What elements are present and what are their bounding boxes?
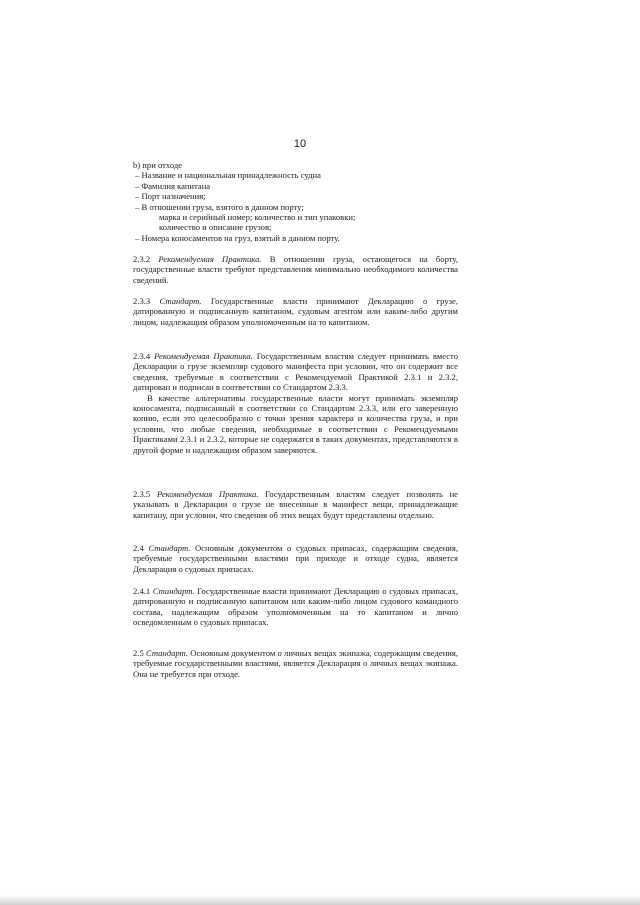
paragraph-2-3-4 (133, 351, 458, 455)
scan-edge (0, 895, 640, 905)
paragraph-number: 2.3.2 (133, 254, 151, 264)
paragraph-kind: Рекомендуемая Практика. (158, 254, 262, 264)
paragraph-text: Государственные власти принимают Декларацию о судовых припасах, датированную и подписанную капитаном или каким-либо лицом судового командного состава, надлежащим образом уполномоченным на то капитаном и лично осведомленным о судовых припасах. (133, 586, 458, 628)
paragraph-text: Государственным властям следует позволять не указывать в Декларации о грузе не внесенные в манифест вещи, принадлежащие капитану, при условии, что сведения об этих вещах будут представлены отдельно. (133, 489, 458, 520)
paragraph-2-4 (133, 543, 458, 574)
paragraph-2-3-3 (133, 296, 458, 327)
paragraph-text: Государственным властям следует принимать вместо Декларации о грузе экземпляр судового манифеста при условии, что он содержит все сведения, требуемые в соответствии с Рекомендуемой Практикой 2.3.1 и 2.3.2, датирован и подписан в соответствии со Стандартом 2.3.3. (133, 351, 458, 393)
page-number: 10 (293, 138, 307, 150)
paragraph-2-5 (133, 648, 458, 679)
departure-subitem: марка и серийный номер; количество и тип упаковки; (159, 212, 356, 223)
paragraph-kind: Стандарт. (152, 586, 195, 596)
departure-item: – Фамилия капитана (135, 180, 211, 191)
departure-item: – Название и национальная принадлежность судна (135, 170, 321, 181)
departure-header: b) при отходе (133, 160, 183, 170)
paragraph-kind: Стандарт. (146, 648, 189, 658)
paragraph-text: Основным документом о личных вещах экипажа, содержащим сведения, требуемые государственными властями, является Декларация о личных вещах экипажа. Она не требуется при отходе. (133, 648, 458, 679)
paragraph-text: В отношении груза, остающегося на борту, государственные власти требуют представления минимально необходимого количества сведений. (133, 254, 458, 285)
paragraph-number: 2.4 (133, 543, 144, 553)
paragraph-number: 2.3.5 (133, 489, 151, 499)
paragraph-number: 2.3.3 (133, 296, 151, 306)
departure-list (133, 160, 458, 243)
departure-item: – Номера коносаментов на груз, взятый в данном порту. (135, 232, 340, 243)
paragraph-kind: Рекомендуемая Практика. (156, 489, 259, 499)
departure-item: – В отношении груза, взятого в данном порту; (135, 201, 304, 212)
paragraph-2-3-2 (133, 254, 458, 285)
paragraph-2-4-1 (133, 586, 458, 628)
paragraph-text: Государственные власти принимают Декларацию о грузе, датированную и подписанную капитаном, судовым агентом или каким-либо другим лицом, надлежащим образом уполномоченным на то капитаном. (133, 296, 458, 327)
paragraph-number: 2.3.4 (133, 351, 151, 361)
paragraph-2-3-5 (133, 489, 458, 520)
paragraph-kind: Рекомендуемая Практика. (154, 351, 253, 361)
paragraph-kind: Стандарт. (148, 543, 191, 553)
paragraph-number: 2.5 (133, 648, 144, 658)
paragraph-number: 2.4.1 (133, 586, 151, 596)
departure-subitem: количество и описание грузов; (159, 222, 272, 233)
departure-item: – Порт назначения; (135, 191, 206, 202)
paragraph-text: Основным документом о судовых припасах, содержащим сведения, требуемые государственными властями при приходе и отходе судна, является Декларация о судовых припасах. (133, 543, 458, 574)
paragraph-text: В качестве альтернативы государственные власти могут принимать экземпляр коносамента, подписанный в соответствии со Стандартом 2.3.3, или его заверенную копию, если это целесообразно с точки зрения характера и количества груза, и при условии, что любые сведения, необходимые в соответствии с Рекомендуемыми Практиками 2.3.1 и 2.3.2, которые не содержатся в таких документах, представляются в другой форме и надлежащим образом заверяются. (133, 392, 458, 455)
paragraph-kind: Стандарт. (159, 296, 202, 306)
